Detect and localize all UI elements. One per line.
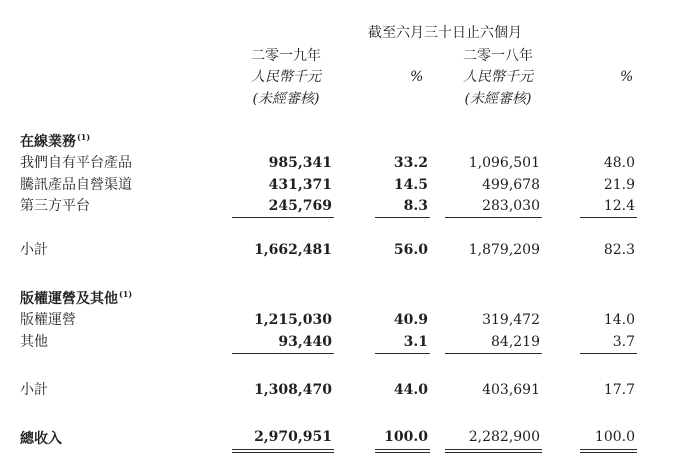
subtotal-value-2019: 1,662,481 bbox=[254, 242, 332, 258]
period-header: 截至六月三十日止六個月 bbox=[368, 25, 522, 41]
value-2019: 1,215,030 bbox=[254, 312, 332, 328]
double-underline bbox=[375, 452, 430, 453]
value-2018: 1,096,501 bbox=[468, 155, 540, 171]
pct-2019: 8.3 bbox=[403, 198, 428, 214]
subtotal-pct-2019: 56.0 bbox=[393, 242, 428, 258]
double-underline bbox=[375, 449, 430, 450]
divider bbox=[232, 353, 334, 354]
divider bbox=[580, 353, 637, 354]
pct-2018: 3.7 bbox=[612, 334, 635, 350]
total-value-2019: 2,970,951 bbox=[254, 429, 332, 445]
total-value-2018: 2,282,900 bbox=[468, 429, 540, 445]
double-underline bbox=[580, 449, 637, 450]
subtotal-label: 小計 bbox=[20, 382, 48, 398]
row-label: 其他 bbox=[20, 334, 48, 350]
divider bbox=[580, 217, 637, 218]
pct-2019: 40.9 bbox=[393, 312, 428, 328]
divider bbox=[445, 353, 542, 354]
pct-2018: 21.9 bbox=[603, 177, 635, 193]
unit-2018-header: 人民幣千元 bbox=[463, 69, 533, 85]
subtotal-pct-2018: 82.3 bbox=[603, 242, 635, 258]
divider bbox=[445, 217, 542, 218]
double-underline bbox=[232, 452, 334, 453]
pct-2019-header: % bbox=[410, 69, 424, 85]
divider bbox=[375, 217, 430, 218]
value-2018: 283,030 bbox=[482, 198, 540, 214]
total-pct-2018: 100.0 bbox=[594, 429, 635, 445]
note-2018-header: (未經審核) bbox=[464, 91, 532, 107]
subtotal-pct-2019: 44.0 bbox=[393, 382, 428, 398]
row-label: 第三方平台 bbox=[20, 198, 90, 214]
double-underline bbox=[445, 452, 542, 453]
unit-2019-header: 人民幣千元 bbox=[251, 69, 321, 85]
double-underline bbox=[445, 449, 542, 450]
subtotal-value-2018: 403,691 bbox=[482, 382, 540, 398]
pct-2019: 3.1 bbox=[403, 334, 428, 350]
subtotal-label: 小計 bbox=[20, 242, 48, 258]
value-2018: 499,678 bbox=[482, 177, 540, 193]
divider bbox=[232, 217, 334, 218]
pct-2019: 14.5 bbox=[393, 177, 428, 193]
section-title-online: 在線業務$^{(1)}$ bbox=[20, 132, 91, 150]
pct-2018: 12.4 bbox=[603, 198, 635, 214]
total-label: 總收入 bbox=[20, 431, 62, 447]
subtotal-value-2018: 1,879,209 bbox=[468, 242, 540, 258]
value-2018: 84,219 bbox=[491, 334, 540, 350]
divider bbox=[375, 353, 430, 354]
subtotal-value-2019: 1,308,470 bbox=[254, 382, 332, 398]
value-2019: 245,769 bbox=[268, 198, 332, 214]
value-2019: 431,371 bbox=[268, 177, 332, 193]
pct-2018-header: % bbox=[620, 69, 634, 85]
year-2019-header: 二零一九年 bbox=[251, 48, 321, 64]
section-title-copyright: 版權運營及其他$^{(1)}$ bbox=[20, 289, 133, 307]
double-underline bbox=[232, 449, 334, 450]
row-label: 版權運營 bbox=[20, 312, 76, 328]
row-label: 騰訊產品自營渠道 bbox=[20, 177, 132, 193]
pct-2018: 14.0 bbox=[603, 312, 635, 328]
value-2019: 93,440 bbox=[278, 334, 332, 350]
value-2019: 985,341 bbox=[268, 155, 332, 171]
total-pct-2019: 100.0 bbox=[384, 429, 428, 445]
year-2018-header: 二零一八年 bbox=[463, 48, 533, 64]
value-2018: 319,472 bbox=[482, 312, 540, 328]
double-underline bbox=[580, 452, 637, 453]
subtotal-pct-2018: 17.7 bbox=[603, 382, 635, 398]
pct-2019: 33.2 bbox=[393, 155, 428, 171]
note-2019-header: (未經審核) bbox=[252, 91, 320, 107]
row-label: 我們自有平台產品 bbox=[20, 155, 132, 171]
pct-2018: 48.0 bbox=[603, 155, 635, 171]
